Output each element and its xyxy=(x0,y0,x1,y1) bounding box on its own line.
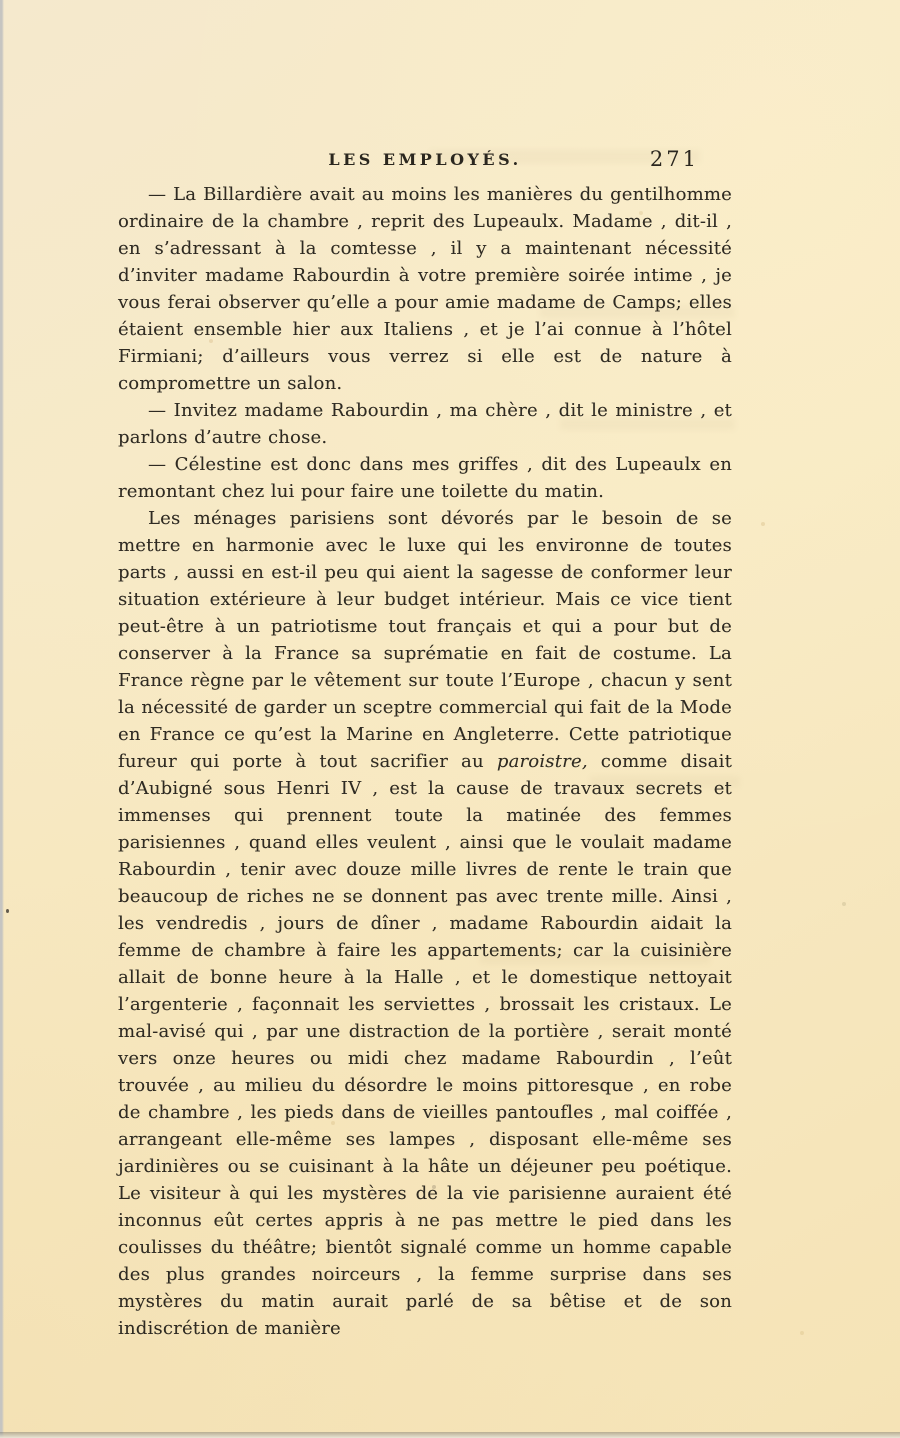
paragraph-dialogue-3: — Célestine est donc dans mes griffes , dit des Lupeaulx en remontant chez lui pour faire une toilette du matin. xyxy=(118,454,732,502)
scan-edge-left xyxy=(0,0,4,1438)
page-number: 271 xyxy=(649,147,699,171)
narrative-segment-before-italic: Les ménages parisiens sont dévorés par le besoin de se mettre en harmonie avec le luxe qui les environne de toutes parts , aussi en est-il peu qui aient la sagesse de conformer leur situation extérieure à leur budget intérieur. Mais ce vice tient peut-être à un patriotisme tout français et qui a pour but de conserver à la France sa suprématie en fait de costume. La France règne par le vêtement sur toute l’Europe , chacun y sent la nécessité de garder un sceptre commercial qui fait de la Mode en France ce qu’est la Marine en Angleterre. Cette patriotique fureur qui porte à tout sacrifier au xyxy=(118,508,732,772)
page-text-block xyxy=(118,147,732,1342)
body-text xyxy=(118,181,732,1342)
running-head xyxy=(118,147,732,172)
paragraph-dialogue-1: — La Billardière avait au moins les manières du gentilhomme ordinaire de la chambre , reprit des Lupeaulx. Madame , dit-il , en s’adressant à la comtesse , il y a maintenant nécessité d’inviter madame Rabourdin à votre première soirée intime , je vous ferai observer qu’elle a pour amie madame de Camps; elles étaient ensemble hier aux Italiens , et je l’ai connue à l’hôtel Firmiani; d’ailleurs vous verrez si elle est de nature à compromettre un salon. xyxy=(118,184,732,394)
margin-speck xyxy=(6,909,9,913)
paper-specks xyxy=(0,0,2,2)
narrative-segment-after-italic: comme disait d’Aubigné sous Henri IV , est la cause de travaux secrets et immenses qui prennent toute la matinée des femmes parisiennes , quand elles veulent , ainsi que le voulait madame Rabourdin , tenir avec douze mille livres de rente le train que beaucoup de riches ne se donnent pas avec trente mille. Ainsi , les vendredis , jours de dîner , madame Rabourdin aidait la femme de chambre à faire les appartements; car la cuisinière allait de bonne heure à la Halle , et le domestique nettoyait l’argenterie , façonnait les serviettes , brossait les cristaux. Le mal-avisé qui , par une distraction de la portière , serait monté vers onze heures ou midi chez madame Rabourdin , l’eût trouvée , au milieu du désordre le moins pittoresque , en robe de chambre , les pieds dans de vieilles pantoufles , mal coiffée , arrangeant elle-même ses lampes , disposant elle-même ses jardinières ou se cuisinant à la hâte un déjeuner peu poétique. Le visiteur à qui les mystères de la vie parisienne auraient été inconnus eût certes appris à ne pas mettre le pied dans les coulisses du théâtre; bientôt signalé comme un homme capable des plus grandes noirceurs , la femme surprise dans ses mystères du matin aurait parlé de sa bêtise et de son indiscrétion de manière xyxy=(118,751,732,1339)
running-head-title: LES EMPLOYÉS. xyxy=(328,150,522,169)
paragraph-narrative xyxy=(118,505,732,1342)
italic-term: paroistre, xyxy=(496,751,588,772)
scan-edge-bottom xyxy=(0,1432,900,1438)
paragraph-dialogue-2: — Invitez madame Rabourdin , ma chère , dit le ministre , et parlons d’autre chose. xyxy=(118,400,732,448)
